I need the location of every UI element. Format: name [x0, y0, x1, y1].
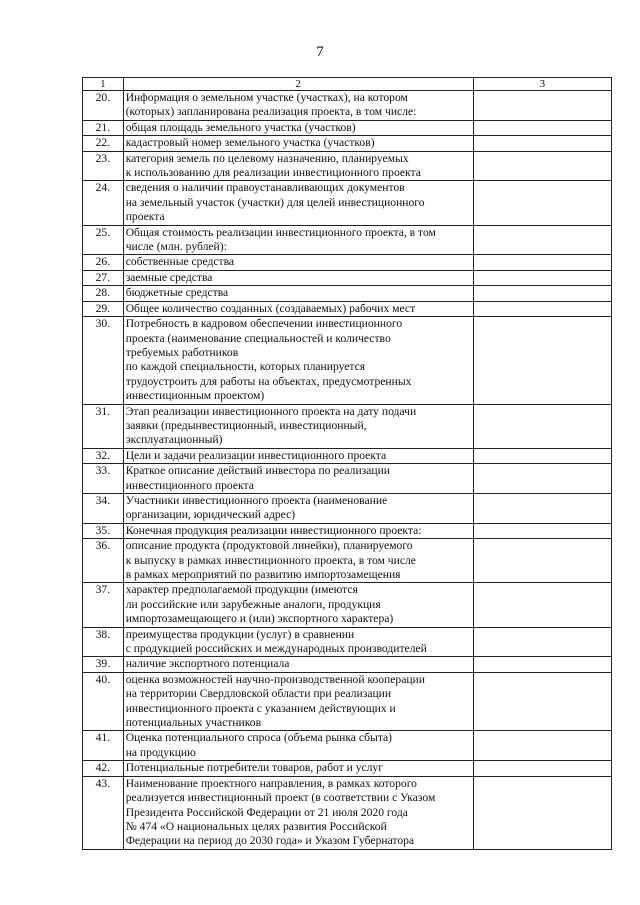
table-row [83, 627, 612, 657]
row-value-cell[interactable] [473, 120, 611, 135]
table-header-row [83, 78, 612, 91]
row-description: общая площадь земельного участка (участков) [123, 120, 473, 135]
table-row [83, 286, 612, 301]
row-description: Конечная продукция реализации инвестиционного проекта: [123, 523, 473, 538]
row-value-cell[interactable] [473, 301, 611, 316]
row-number: 31. [83, 404, 124, 448]
table-row [83, 464, 612, 494]
row-number: 33. [83, 464, 124, 494]
table-row [83, 448, 612, 463]
table-row [83, 583, 612, 627]
row-number: 40. [83, 672, 124, 731]
row-number: 43. [83, 776, 124, 849]
row-number: 37. [83, 583, 124, 627]
row-value-cell[interactable] [473, 255, 611, 270]
row-description: категория земель по целевому назначению, планируемых к использованию для реализации инвестиционного проекта [123, 151, 473, 181]
row-number: 21. [83, 120, 124, 135]
investment-project-table [82, 77, 612, 850]
row-value-cell[interactable] [473, 761, 611, 776]
row-description: Потенциальные потребители товаров, работ и услуг [123, 761, 473, 776]
table-row [83, 523, 612, 538]
header-col-1: 1 [83, 78, 124, 91]
table-row [83, 493, 612, 523]
table-row [83, 761, 612, 776]
table-row [83, 317, 612, 404]
page-number: 7 [316, 44, 324, 60]
row-number: 39. [83, 657, 124, 672]
row-value-cell[interactable] [473, 672, 611, 731]
row-description: бюджетные средства [123, 286, 473, 301]
row-description: оценка возможностей научно-производственной кооперации на территории Свердловской области при реализации инвестиционного проекта с указанием действующих и потенциальных участников [123, 672, 473, 731]
table-body [83, 91, 612, 850]
row-value-cell[interactable] [473, 91, 611, 121]
row-value-cell[interactable] [473, 136, 611, 151]
row-description: сведения о наличии правоустанавливающих документов на земельный участок (участки) для целей инвестиционного проекта [123, 181, 473, 225]
table-row [83, 255, 612, 270]
row-value-cell[interactable] [473, 404, 611, 448]
row-value-cell[interactable] [473, 583, 611, 627]
row-description: Информация о земельном участке (участках), на котором (которых) запланирована реализация проекта, в том числе: [123, 91, 473, 121]
row-value-cell[interactable] [473, 270, 611, 285]
row-number: 22. [83, 136, 124, 151]
row-value-cell[interactable] [473, 181, 611, 225]
row-number: 34. [83, 493, 124, 523]
row-number: 32. [83, 448, 124, 463]
row-value-cell[interactable] [473, 657, 611, 672]
row-description: Наименование проектного направления, в рамках которого реализуется инвестиционный проект (в соответствии с Указом Президента Российской Федерации от 21 июля 2020 года № 474 «О национальных целях развития Российской Федерации на период до 2030 года» и Указом Губернатора [123, 776, 473, 849]
row-description: Оценка потенциального спроса (объема рынка сбыта) на продукцию [123, 731, 473, 761]
row-description: Краткое описание действий инвестора по реализации инвестиционного проекта [123, 464, 473, 494]
row-number: 29. [83, 301, 124, 316]
table-row [83, 91, 612, 121]
table-row [83, 776, 612, 849]
row-value-cell[interactable] [473, 731, 611, 761]
row-value-cell[interactable] [473, 464, 611, 494]
table-row [83, 657, 612, 672]
row-description: кадастровый номер земельного участка (участков) [123, 136, 473, 151]
row-description: Общая стоимость реализации инвестиционного проекта, в том числе (млн. рублей): [123, 225, 473, 255]
row-number: 36. [83, 539, 124, 583]
row-value-cell[interactable] [473, 448, 611, 463]
row-value-cell[interactable] [473, 225, 611, 255]
row-description: Этап реализации инвестиционного проекта на дату подачи заявки (предынвестиционный, инвестиционный, эксплуатационный) [123, 404, 473, 448]
table-row [83, 731, 612, 761]
row-value-cell[interactable] [473, 627, 611, 657]
row-description: характер предполагаемой продукции (имеются ли российские или зарубежные аналоги, продукция импортозамещающего и (или) экспортного характера) [123, 583, 473, 627]
table-row [83, 120, 612, 135]
row-description: наличие экспортного потенциала [123, 657, 473, 672]
row-description: собственные средства [123, 255, 473, 270]
table-row [83, 225, 612, 255]
row-value-cell[interactable] [473, 493, 611, 523]
row-description: преимущества продукции (услуг) в сравнении с продукцией российских и международных производителей [123, 627, 473, 657]
row-number: 41. [83, 731, 124, 761]
row-value-cell[interactable] [473, 539, 611, 583]
table-row [83, 270, 612, 285]
row-number: 35. [83, 523, 124, 538]
row-description: Потребность в кадровом обеспечении инвестиционного проекта (наименование специальностей и количество требуемых работников по каждой специальности, которых планируется трудоустроить для работы на объектах, предусмотренных инвестиционным проектом) [123, 317, 473, 404]
row-value-cell[interactable] [473, 286, 611, 301]
row-description: Цели и задачи реализации инвестиционного проекта [123, 448, 473, 463]
row-number: 23. [83, 151, 124, 181]
table-row [83, 151, 612, 181]
header-col-3: 3 [473, 78, 611, 91]
row-description: Участники инвестиционного проекта (наименование организации, юридический адрес) [123, 493, 473, 523]
header-col-2: 2 [123, 78, 473, 91]
row-description: описание продукта (продуктовой линейки), планируемого к выпуску в рамках инвестиционного проекта, в том числе в рамках мероприятий по развитию импортозамещения [123, 539, 473, 583]
row-value-cell[interactable] [473, 776, 611, 849]
row-number: 30. [83, 317, 124, 404]
row-number: 25. [83, 225, 124, 255]
row-value-cell[interactable] [473, 317, 611, 404]
row-number: 24. [83, 181, 124, 225]
table-row [83, 301, 612, 316]
row-number: 38. [83, 627, 124, 657]
row-number: 20. [83, 91, 124, 121]
table-row [83, 136, 612, 151]
row-number: 28. [83, 286, 124, 301]
row-description: заемные средства [123, 270, 473, 285]
table-row [83, 404, 612, 448]
row-value-cell[interactable] [473, 151, 611, 181]
row-value-cell[interactable] [473, 523, 611, 538]
row-description: Общее количество созданных (создаваемых) рабочих мест [123, 301, 473, 316]
table-row [83, 181, 612, 225]
row-number: 27. [83, 270, 124, 285]
row-number: 42. [83, 761, 124, 776]
row-number: 26. [83, 255, 124, 270]
table-row [83, 539, 612, 583]
table-row [83, 672, 612, 731]
